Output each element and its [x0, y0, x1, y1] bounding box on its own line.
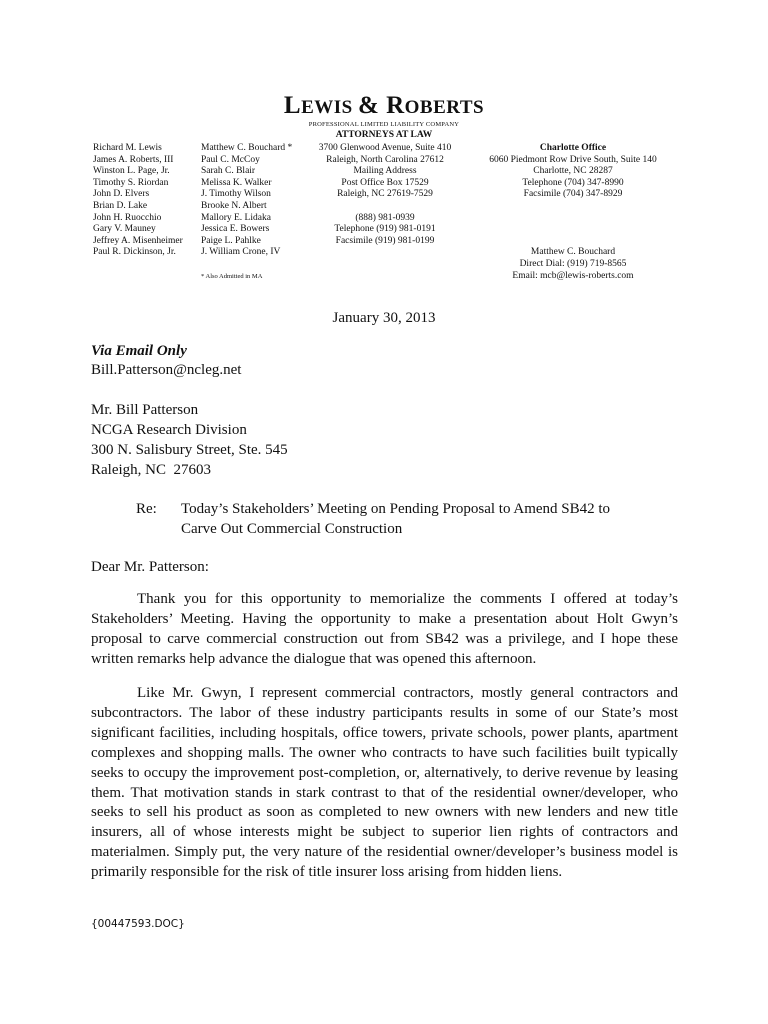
- charlotte-office-block: [483, 143, 663, 282]
- attorney-list-1: [93, 143, 183, 259]
- attorney-name: Brian D. Lake: [93, 200, 148, 211]
- body-paragraph-2: Like Mr. Gwyn, I represent commercial contractors, mostly general contractors and subcontractors. The labor of these industry participants results in some of our State’s most significant facilities, including hospitals, office towers, private schools, power plants, apartment complexes and shopping malls. The owner who contracts to have such facilities built typically seeks to occupy the improvement post-completion, or, alternatively, to derive revenue by leasing them. That motivation stands in stark contrast to that of the residential owner/developer, who seeks to sell his product as soon as completed to new owners with new lenders and new title insurers, all of whose interests might be subject to superior lien rights of contractors and materialmen. Simply put, the very nature of the residential owner/developer’s business model is primarily responsible for the risk of title insurer loss arising from hidden liens.: [91, 685, 678, 881]
- letter-date: January 30, 2013: [332, 310, 436, 326]
- re-subject: [181, 500, 641, 540]
- re-label: Re:: [136, 501, 157, 517]
- attorney-name: Mallory E. Lidaka: [201, 212, 271, 223]
- po-box: Post Office Box 17529: [341, 177, 429, 188]
- attorney-name: Matthew C. Bouchard *: [201, 143, 293, 153]
- attorney-name: Timothy S. Riordan: [93, 177, 169, 188]
- attorney-name: Richard M. Lewis: [93, 143, 162, 153]
- sender-name: Matthew C. Bouchard: [530, 247, 616, 258]
- charlotte-telephone: Telephone (704) 347-8990: [522, 177, 624, 188]
- attorney-name: Paige L. Pahlke: [201, 235, 261, 246]
- raleigh-city: Raleigh, North Carolina 27612: [326, 154, 444, 165]
- raleigh-facsimile: Facsimile (919) 981-0199: [335, 235, 435, 246]
- address-line: Raleigh, NC 27603: [91, 461, 211, 478]
- firm-name: LEWIS & ROBERTS: [283, 92, 485, 119]
- attorney-name: John D. Elvers: [93, 189, 150, 200]
- attorney-name: J. Timothy Wilson: [201, 189, 271, 200]
- attorney-name: Paul R. Dickinson, Jr.: [93, 247, 176, 258]
- salutation: Dear Mr. Patterson:: [91, 559, 209, 575]
- re-line: Today’s Stakeholders’ Meeting on Pending Proposal to Amend SB42 to: [181, 501, 611, 517]
- address-line: NCGA Research Division: [91, 421, 247, 438]
- document-code: {00447593.DOC}: [91, 918, 185, 930]
- recipient-email: Bill.Patterson@ncleg.net: [91, 362, 242, 378]
- direct-dial: Direct Dial: (919) 719-8565: [519, 258, 627, 269]
- attorney-name: Jeffrey A. Misenheimer: [93, 235, 183, 246]
- admitted-note: * Also Admitted in MA: [201, 273, 263, 280]
- attorney-name: Gary V. Mauney: [93, 224, 156, 235]
- attorney-list-2: [201, 143, 292, 259]
- attorney-name: Sarah C. Blair: [201, 166, 256, 177]
- firm-type: PROFESSIONAL LIMITED LIABILITY COMPANY: [308, 121, 460, 128]
- charlotte-heading: Charlotte Office: [539, 143, 607, 153]
- recipient-address: [91, 401, 288, 481]
- raleigh-street: 3700 Glenwood Avenue, Suite 410: [318, 143, 452, 153]
- attorney-name: J. William Crone, IV: [201, 247, 281, 258]
- toll-free-phone: (888) 981-0939: [355, 212, 415, 223]
- firm-tagline: ATTORNEYS AT LAW: [335, 130, 433, 140]
- charlotte-street: 6060 Piedmont Row Drive South, Suite 140: [489, 154, 657, 165]
- re-line: Carve Out Commercial Construction: [181, 520, 403, 537]
- attorney-name: Winston L. Page, Jr.: [93, 166, 170, 177]
- attorney-name: Brooke N. Albert: [201, 200, 267, 211]
- raleigh-telephone: Telephone (919) 981-0191: [334, 224, 436, 235]
- charlotte-city: Charlotte, NC 28287: [533, 166, 613, 177]
- delivery-method: Via Email Only: [91, 343, 187, 359]
- body-paragraph-1: Thank you for this opportunity to memorialize the comments I offered at today’s Stakeholders’ Meeting. Having the opportunity to make a presentation about Holt Gwyn’s proposal to carve commercial construction out from SB42 was a privilege, and I hope these written remarks help advance the dialogue that was opened this afternoon.: [91, 591, 678, 667]
- address-line: Mr. Bill Patterson: [91, 402, 199, 418]
- sender-email: Email: mcb@lewis-roberts.com: [512, 270, 634, 281]
- attorney-name: Paul C. McCoy: [201, 154, 260, 165]
- charlotte-facsimile: Facsimile (704) 347-8929: [523, 189, 623, 200]
- raleigh-office-block: [310, 143, 460, 247]
- attorney-name: John H. Ruocchio: [93, 212, 162, 223]
- attorney-name: James A. Roberts, III: [93, 154, 174, 165]
- mailing-city: Raleigh, NC 27619-7529: [337, 189, 433, 200]
- attorney-name: Melissa K. Walker: [201, 177, 272, 188]
- address-line: 300 N. Salisbury Street, Ste. 545: [91, 441, 288, 458]
- attorney-name: Jessica E. Bowers: [201, 224, 270, 235]
- mailing-label: Mailing Address: [353, 166, 417, 177]
